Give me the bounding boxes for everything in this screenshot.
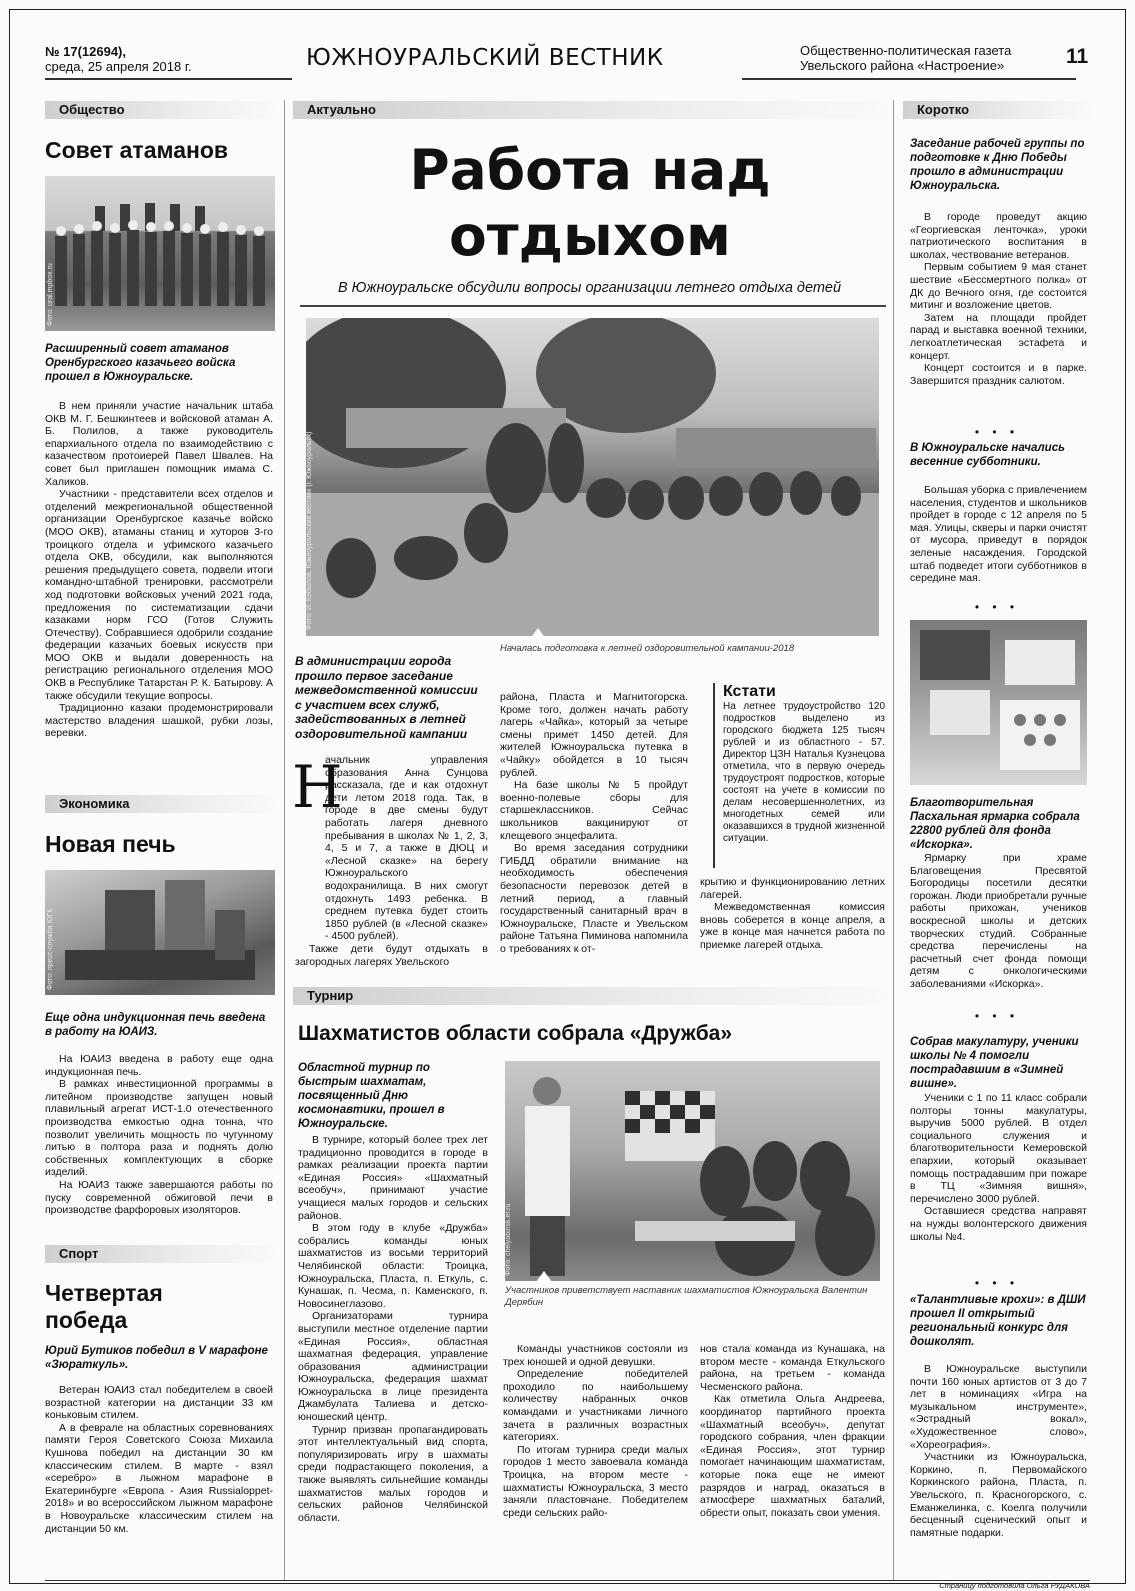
- main-headline-line-2: отдыхом: [448, 204, 732, 268]
- tournament-col-3: [700, 1343, 885, 1519]
- chess-players-image: [505, 1061, 880, 1281]
- tournament-paragraph: нов стала команда из Кунашака, на втором месте - команда Еткульского района, на третьем - команда Чесменского района.: [700, 1343, 885, 1393]
- tournament-lead: Областной турнир по быстрым шахматам, посвященный Дню космонавтики, прошел в Южноуральске.: [298, 1062, 445, 1130]
- tournament-paragraph: Команды участников состояли из трех юношей и одной девушки.: [503, 1343, 688, 1368]
- footer-credit: Страницу подготовила Ольга РУДАКОВА: [939, 1581, 1090, 1590]
- sport-body: [45, 1384, 273, 1535]
- brief-2-lead: В Южноуральске начались весенние субботники.: [910, 442, 1065, 468]
- main-paragraph: На базе школы № 5 пройдут военно-полевые сборы для старшеклассников. Сейчас школьников вакцинируют от клещевого энцефалита.: [500, 779, 688, 842]
- brief-5-lead: «Талантливые крохи»: в ДШИ прошел II открытый региональный конкурс для дошколят.: [910, 1294, 1086, 1348]
- page-number: 11: [1066, 45, 1089, 68]
- section-society: Общество: [45, 101, 275, 119]
- brief-paragraph: Затем на площади пройдет парад и выставка военной техники, легкоатлетическая эстафета и концерт.: [910, 311, 1087, 362]
- sport-title: Четвертая победа: [45, 1280, 163, 1333]
- masthead: ЮЖНОУРАЛЬСКИЙ ВЕСТНИК: [306, 45, 664, 71]
- economy-photo: [45, 870, 275, 995]
- society-lead: Расширенный совет атаманов Оренбургского казачьего войска прошел в Южноуральске.: [45, 343, 236, 383]
- children-playing-image: [306, 318, 879, 636]
- brief-separator: • • •: [974, 1009, 1020, 1023]
- brief-4-body: [910, 1092, 1087, 1243]
- sport-lead: Юрий Бутиков победил в V марафоне «Зюраткуль».: [45, 1345, 268, 1371]
- main-paragraph: Также дети будут отдыхать в загородных лагерях Увельского: [295, 942, 488, 968]
- caption-pointer-icon: [530, 628, 546, 639]
- subtitle-rule: [300, 305, 886, 307]
- society-photo-credit: Фото: ural.mpbox.ru: [47, 263, 54, 326]
- tournament-paragraph: В этом году в клубе «Дружба» собрались команды юных шахматистов из восьми территорий Челябинской области: Троицка, Южноуральска, Пласта, п. Еткуль, с. Кунашак, п. Чесма, п. Каменского, п. Новосинеглазово.: [298, 1222, 488, 1310]
- economy-photo-credit: Фото: пресс-служба ЮГК: [47, 908, 54, 990]
- brief-paragraph: Концерт состоится и в парке. Завершится праздник салютом.: [910, 362, 1087, 387]
- tournament-paragraph: Организаторами турнира выступили местное отделение партии «Единая Россия», областная шахматная федерация, управление образования администрации Южноуральска, федерация шахмат Южноуральска в лице президента Джамбулата Талиева и детско-юношеский центр.: [298, 1310, 488, 1424]
- brief-paragraph: В Южноуральске выступили почти 160 юных артистов от 3 до 7 лет в номинациях «Игра на музыкальном инструменте», «Эстрадный вокал», «Художественное слово», «Хореография».: [910, 1363, 1087, 1451]
- dropcap: Н: [292, 753, 343, 821]
- supplement-line-2: Увельского района «Настроение»: [800, 58, 1005, 73]
- society-title: Совет атаманов: [45, 137, 229, 163]
- section-sport: Спорт: [45, 1245, 275, 1263]
- main-photo-credit: Фото: И. Кобылов, Южноуральский вестник (г. Южноуральск): [306, 431, 313, 630]
- sport-paragraph: А в феврале на областных соревнованиях памяти Героя Советского Союза Михаила Кушнова победил на дистанции 30 км классическим стилем. В марте - взял «серебро» в лыжном марафоне в Екатеринбурге «Европа - Азия Russialoppet-2018» и во всероссийском лыжном марафоне в Новоуральске классическим стилем на дистанции 50 км.: [45, 1421, 273, 1535]
- brief-separator: • • •: [974, 600, 1020, 614]
- brief-4-lead: Собрав макулатуру, ученики школы № 4 помогли пострадавшим в «Зимней вишне».: [910, 1036, 1079, 1090]
- brief-paragraph: Ученики с 1 по 11 класс собрали полторы тонны макулатуры, выручив 5000 рублей. В отдел социального служения и благотворительности Кемеровской епархии, который оказывает помощь пострадавшим при пожаре в ТЦ «Зимняя вишня», перечислено 3000 рублей.: [910, 1092, 1087, 1205]
- society-paragraph: В нем приняли участие начальник штаба ОКВ М. Г. Бешкинтеев и войсковой атаман А. Б. Полилов, а также руководитель епархиального отдела по взаимодействию с казачеством протоиерей Павел Швалев. На совет был приглашен помощник имама С. Халиков.: [45, 400, 273, 488]
- brief-5-body: [910, 1363, 1087, 1539]
- sport-paragraph: Ветеран ЮАИЗ стал победителем в своей возрастной категории на дистанции 33 км коньковым стилем.: [45, 1384, 273, 1422]
- tournament-photo: [505, 1061, 880, 1281]
- main-headline-line-1: Работа над: [409, 138, 771, 202]
- tournament-col-2: [503, 1343, 688, 1519]
- economy-lead: Еще одна индукционная печь введена в работу на ЮАИЗ.: [45, 1012, 266, 1038]
- economy-paragraph: На ЮАИЗ также завершаются работы по пуску современной обжиговой печи в производстве фарфоровых изоляторов.: [45, 1178, 273, 1217]
- main-col-2: [500, 691, 688, 955]
- tournament-paragraph: Турнир призван пропагандировать этот интеллектуальный вид спорта, популяризировать игру в шахматы среди подрастающего поколения, а также выявлять сильнейшие команды шахматистов малых городов и сельских районов Челябинской области.: [298, 1423, 488, 1524]
- society-paragraph: Традиционно казаки продемонстрировали мастерство владения шашкой, рубки лозы, веревки.: [45, 702, 273, 740]
- economy-paragraph: В рамках инвестиционной программы в литейном производстве запущен новый плавильный агрегат ИСТ-1.0 отечественного производства емкостью одна тонна, что позволит увеличить мощность по чугунному литью в полтора раза и поднять долю собственных комплектующих в сборке изделий.: [45, 1078, 273, 1179]
- main-paragraph: крытию и функционированию летних лагерей.: [700, 876, 885, 901]
- main-col-3: [700, 876, 885, 952]
- tournament-paragraph: Как отметила Ольга Андреева, координатор партийного проекта «Шахматный всеобуч», депутат городского собрания, член фракции «Единая Россия», этот турнир помогает начинающим шахматистам, которые пока еще не имеют разрядов и наград, оказаться в атмосфере шахматных баталий, обрести опыт, показать свои умения.: [700, 1393, 885, 1519]
- brief-separator: • • •: [974, 1276, 1020, 1290]
- sidebar-box: [713, 683, 885, 868]
- tournament-col-1: [298, 1134, 488, 1524]
- tournament-paragraph: Определение победителей проходило по наибольшему количеству набранных очков командами и участниками личного зачета в различных возрастных категориях.: [503, 1368, 688, 1444]
- brief-paragraph: Ярмарку при храме Благовещения Пресвятой Богородицы посетили десятки горожан. Люди приобретали ручные работы прихожан, учеников воскресной школы и детских творческих студий. Собранные средства перечислены на расчетный счет фонда помощи детям с онкологическими заболеваниями «Искорка».: [910, 852, 1087, 990]
- caption-pointer-icon: [536, 1271, 552, 1282]
- section-tournament: Турнир: [293, 987, 886, 1005]
- tournament-paragraph: В турнире, который более трех лет традиционно проводится в городе в рамках реализации проекта партии «Единая Россия» «Шахматный всеобуч», принимают участие учащиеся малых городов и сельских районов.: [298, 1134, 488, 1222]
- brief-paragraph: Участники из Южноуральска, Коркино, п. Первомайского Коркинского района, Пласта, п. Увельского, п. Красногорского, с. Еманжелинка, с. Коелга получили бесценный сценический опыт и памятные подарки.: [910, 1451, 1087, 1539]
- tournament-paragraph: По итогам турнира среди малых городов 1 место завоевала команда Троицка, на втором месте - шахматисты Южноуральска, 3 место заняли пластовчане. Победителем среди сельских райо-: [503, 1443, 688, 1519]
- fair-goods-image: [910, 620, 1087, 785]
- brief-paragraph: Оставшиеся средства направят на нужды волонтерского движения школы №4.: [910, 1205, 1087, 1243]
- sidebar-text: На летнее трудоустройство 120 подростков выделено из городского бюджета 125 тысяч рублей и из областного - 57. Директор ЦЗН Наталья Кузнецова отметила, что в первую очередь трудоустроят подростков, которые состоят на учете в комиссии по делам несовершеннолетних, из многодетных семей или оказавшихся в трудной жизненной ситуации.: [723, 701, 885, 844]
- main-subtitle: В Южноуральске обсудили вопросы организации летнего отдыха детей: [337, 280, 842, 296]
- tournament-title: Шахматистов области собрала «Дружба»: [298, 1022, 733, 1045]
- tournament-photo-caption: Участников приветствует наставник шахматистов Южноуральска Валентин Дерябин: [505, 1285, 868, 1308]
- economy-title: Новая печь: [45, 831, 176, 857]
- main-photo-caption: Началась подготовка к летней оздоровительной кампании-2018: [500, 643, 795, 654]
- column-divider-right: [893, 100, 894, 1580]
- tournament-photo-credit: Фото: chelyabinsk.er.ru: [505, 1203, 512, 1276]
- society-body: [45, 400, 273, 740]
- section-current: Актуально: [293, 101, 886, 119]
- brief-paragraph: Большая уборка с привлечением населения, студентов и школьников пройдет в городе с 12 апреля по 5 мая. Улицы, скверы и парки очистят от мусора, приведут в порядок зеленые насаждения. Городской штаб подведет итоги субботников в середине мая.: [910, 484, 1087, 585]
- brief-3-lead: Благотворительная Пасхальная ярмарка собрала 22800 рублей для фонда «Искорка».: [910, 797, 1080, 851]
- main-paragraph: Во время заседания сотрудники ГИБДД обратили внимание на необходимость обеспечения безопасности перевозок детей в летний период, а главный государственный санитарный врач в Южноуральске, Пласте и Увельском районе Татьяна Пиминова напомнила о требованиях к от-: [500, 842, 688, 955]
- supplement-line-1: Общественно-политическая газета: [800, 43, 1012, 58]
- main-paragraph: ачальник управления образования Анна Сунцова рассказала, где и как отдохнут дети летом 2018 года. Так, в городе в две смены будут работать лагеря дневного пребывания в школах № 1, 2, 3, 4, 5 и 7, а также в ДЮЦ и «Лесной сказке» на берегу Южноуральского водохранилища. В них смогут отдохнуть 1493 ребенка. В среднем путевка будет стоить 1850 рублей (в «Лесной сказке» - 4500 рублей).: [325, 754, 488, 943]
- main-lead: В администрации города прошло первое заседание межведомственной комиссии с участием всех служб, задействованных в летней оздоровительной кампании: [295, 654, 478, 741]
- economy-body: [45, 1053, 273, 1217]
- main-col-1: [295, 754, 488, 968]
- section-economy: Экономика: [45, 795, 275, 813]
- brief-separator: • • •: [974, 425, 1020, 439]
- economy-paragraph: На ЮАИЗ введена в работу еще одна индукционная печь.: [45, 1053, 273, 1078]
- sidebar-title: Кстати: [723, 683, 776, 700]
- issue-number: № 17(12694),: [45, 44, 126, 59]
- cossacks-group-image: [45, 176, 275, 331]
- main-paragraph: района, Пласта и Магнитогорска. Кроме того, должен начать работу лагерь «Чайка», который за четыре смены примет 1450 детей. Для жителей Южноуральска путевка в «Чайку» обойдется в 10 тысяч рублей.: [500, 691, 688, 779]
- brief-paragraph: Первым событием 9 мая станет шествие «Бессмертного полка» от ДК до Вечного огня, где состоится митинг и возложение цветов.: [910, 261, 1087, 312]
- issue-date: среда, 25 апреля 2018 г.: [45, 59, 192, 74]
- header-rule-left: [45, 78, 292, 80]
- brief-2-body: [910, 484, 1087, 585]
- main-paragraph: Межведомственная комиссия вновь соберется в конце апреля, а уже в конце мая начнется работа по приемке лагерей отдыха.: [700, 901, 885, 951]
- brief-1-body: [910, 211, 1087, 387]
- brief-3-body: [910, 852, 1087, 991]
- society-paragraph: Участники - представители всех отделов и отделений межрегиональной общественной организации Оренбургское казачье войско (МОО ОКВ), атаманы станиц и хуторов 3-го троицкого отдела и уфимского казачьего отдела ОКВ, обсудили, как выполняются решения предыдущего совета, подвели итоги командно-штабной тренировки, рассмотрели ход подготовки войсковых учений 2021 года, предложения по систематизации сдачи казаками норм ГСО (Готов Служить Отечеству). Собравшиеся одобрили создание федерации казачьих боевых искусств при МОО ОКВ и выдали доверенность на регистрацию регионального отделения МОО ОКВ в Республике Татарстан Р. К. Батырову. А также обсудили текущие вопросы.: [45, 488, 273, 702]
- main-photo: [306, 318, 879, 636]
- brief-1-lead: Заседание рабочей группы по подготовке к Дню Победы прошло в администрации Южноуральска.: [910, 138, 1085, 192]
- brief-paragraph: В городе проведут акцию «Георгиевская ленточка», уроки патриотического воспитания в школах, чествование ветеранов.: [910, 211, 1087, 261]
- column-divider-left: [284, 100, 285, 1580]
- fair-photo: [910, 620, 1087, 785]
- section-briefly: Коротко: [903, 101, 1091, 119]
- society-photo: [45, 176, 275, 331]
- header-rule-right: [742, 78, 1076, 80]
- furnace-image: [45, 870, 275, 995]
- main-headline: [300, 137, 880, 269]
